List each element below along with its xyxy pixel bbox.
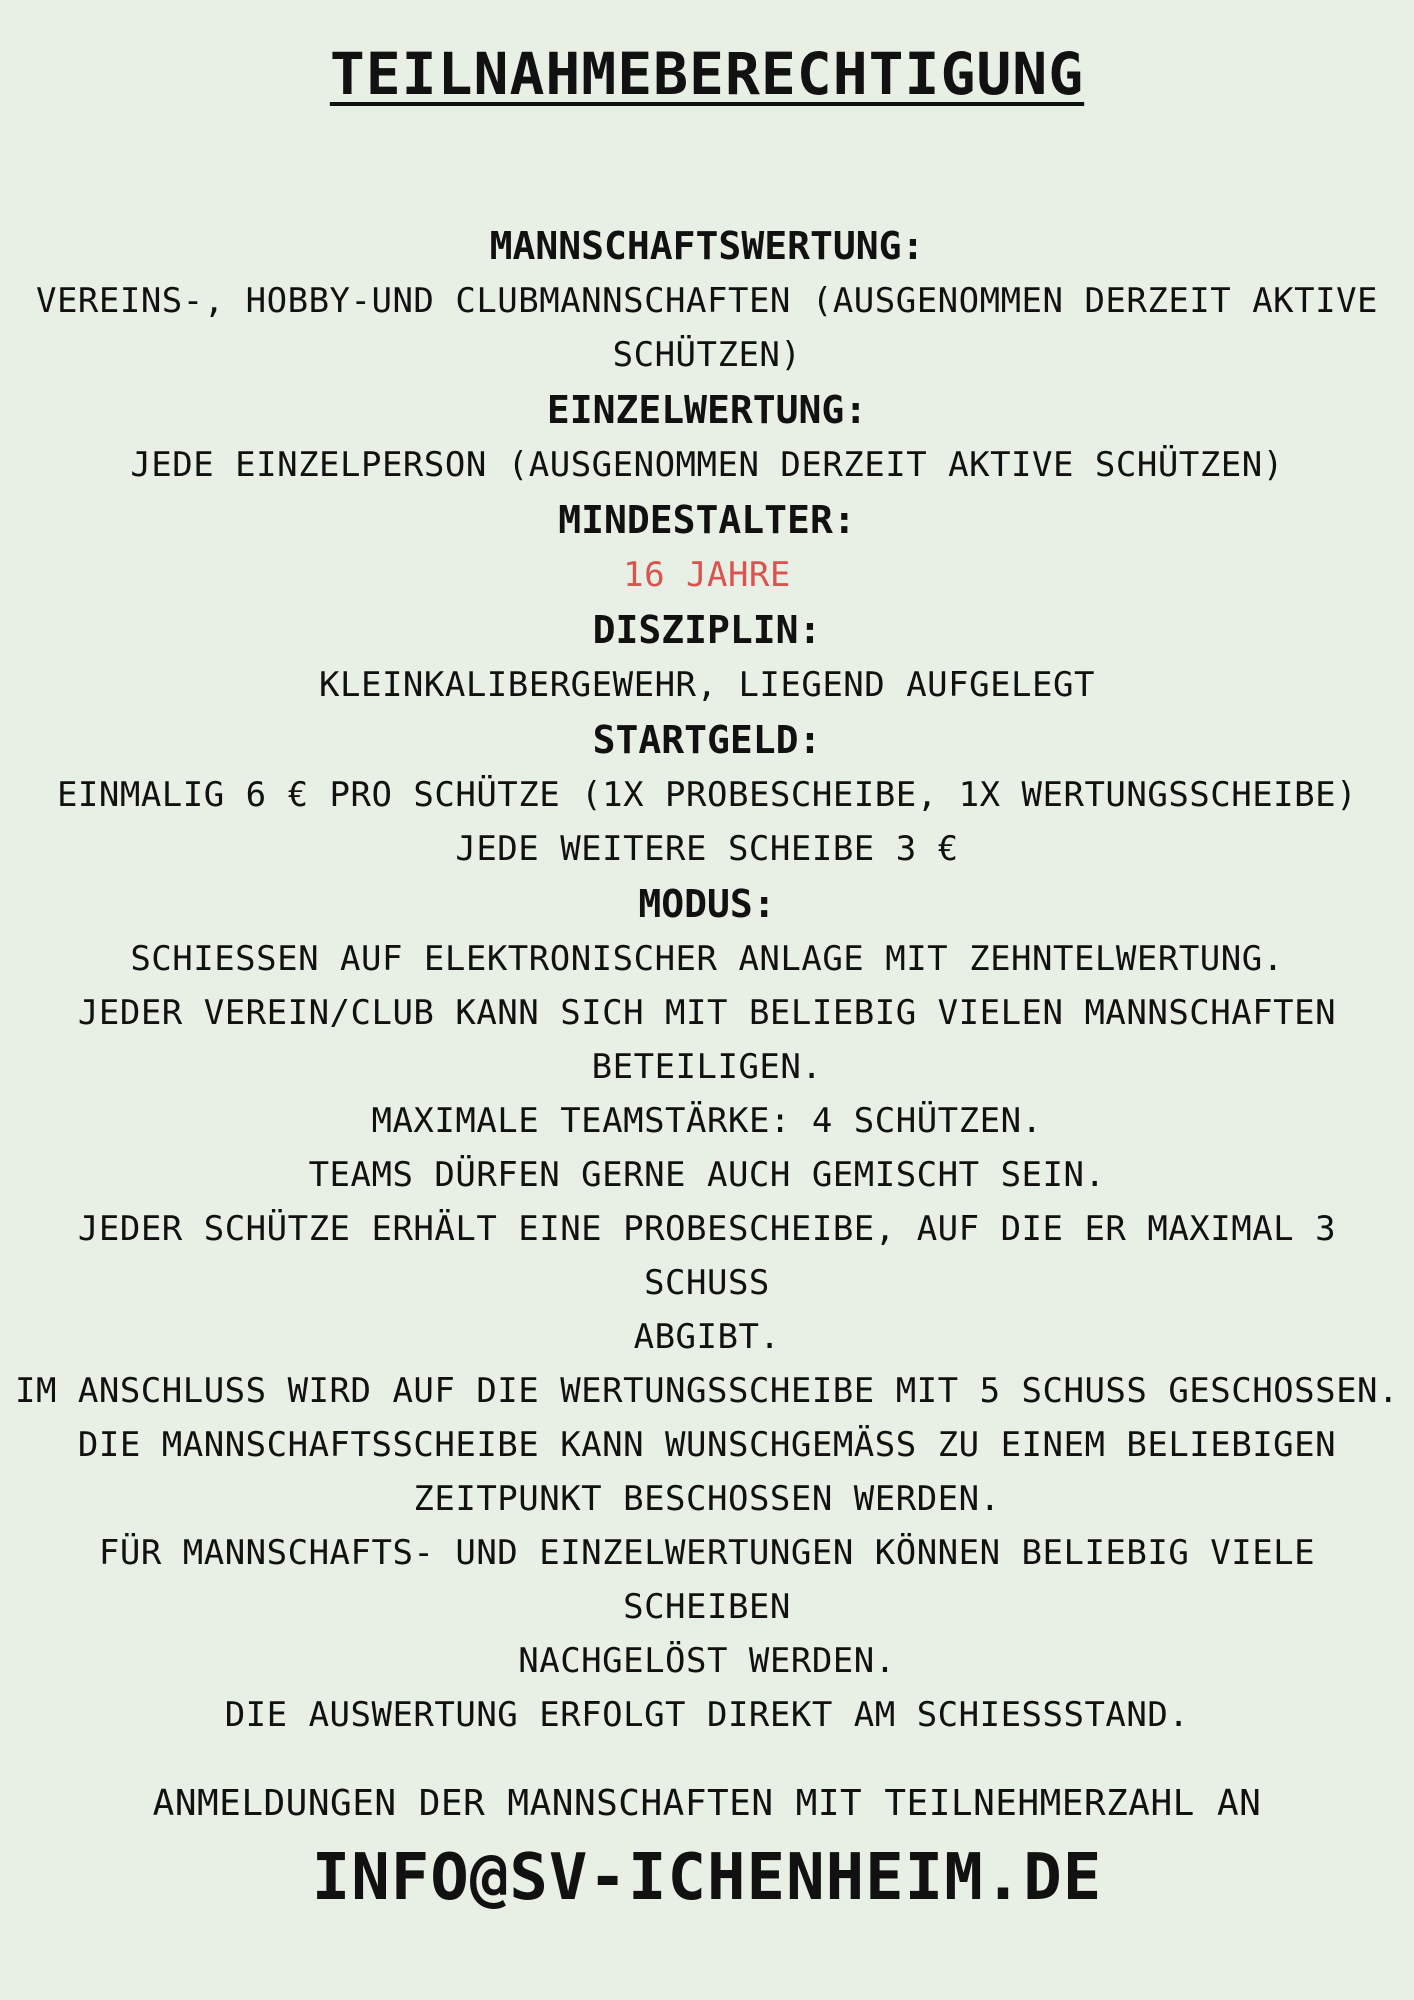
modus-line-12: NACHGELÖST WERDEN. bbox=[518, 1641, 896, 1681]
modus-line-8: IM ANSCHLUSS WIRD AUF DIE WERTUNGSSCHEIBE MIT 5 SCHUSS GESCHOSSEN. bbox=[14, 1371, 1399, 1411]
mannschaft-line-2: SCHÜTZEN) bbox=[612, 335, 802, 375]
heading-mindestalter: MINDESTALTER: bbox=[558, 498, 856, 542]
heading-disziplin: DISZIPLIN: bbox=[592, 608, 822, 652]
modus-line-13: DIE AUSWERTUNG ERFOLGT DIREKT AM SCHIESSSTAND. bbox=[224, 1695, 1190, 1735]
startgeld-line-1: EINMALIG 6 € PRO SCHÜTZE (1X PROBESCHEIBE, 1X WERTUNGSSCHEIBE) bbox=[56, 775, 1358, 815]
heading-mannschaftswertung: MANNSCHAFTSWERTUNG: bbox=[489, 224, 925, 268]
modus-line-9: DIE MANNSCHAFTSSCHEIBE KANN WUNSCHGEMÄSS ZU EINEM BELIEBIGEN bbox=[77, 1425, 1337, 1465]
modus-line-10: ZEITPUNKT BESCHOSSEN WERDEN. bbox=[413, 1479, 1001, 1519]
modus-line-5: TEAMS DÜRFEN GERNE AUCH GEMISCHT SEIN. bbox=[308, 1155, 1106, 1195]
page-title-text: TEILNAHMEBERECHTIGUNG bbox=[329, 40, 1085, 108]
modus-line-4: MAXIMALE TEAMSTÄRKE: 4 SCHÜTZEN. bbox=[371, 1101, 1043, 1141]
modus-line-6: JEDER SCHÜTZE ERHÄLT EINE PROBESCHEIBE, AUF DIE ER MAXIMAL 3 SCHUSS bbox=[77, 1209, 1337, 1303]
startgeld-line-2: JEDE WEITERE SCHEIBE 3 € bbox=[455, 829, 959, 869]
registration-note: ANMELDUNGEN DER MANNSCHAFTEN MIT TEILNEHMERZAHL AN bbox=[152, 1783, 1262, 1824]
mindestalter-value: 16 JAHRE bbox=[623, 555, 791, 595]
modus-line-7: ABGIBT. bbox=[633, 1317, 781, 1357]
eligibility-content bbox=[0, 218, 1414, 1742]
modus-line-2: JEDER VEREIN/CLUB KANN SICH MIT BELIEBIG VIELEN MANNSCHAFTEN bbox=[77, 993, 1337, 1033]
modus-line-11: FÜR MANNSCHAFTS- UND EINZELWERTUNGEN KÖNNEN BELIEBIG VIELE SCHEIBEN bbox=[98, 1533, 1316, 1627]
modus-line-1: SCHIESSEN AUF ELEKTRONISCHER ANLAGE MIT ZEHNTELWERTUNG. bbox=[130, 939, 1284, 979]
mannschaft-line-1: VEREINS-, HOBBY-UND CLUBMANNSCHAFTEN (AUSGENOMMEN DERZEIT AKTIVE bbox=[35, 281, 1379, 321]
heading-modus: MODUS: bbox=[638, 882, 776, 926]
heading-startgeld: STARTGELD: bbox=[592, 718, 822, 762]
einzel-line-1: JEDE EINZELPERSON (AUSGENOMMEN DERZEIT AKTIVE SCHÜTZEN) bbox=[130, 445, 1284, 485]
disziplin-line-1: KLEINKALIBERGEWEHR, LIEGEND AUFGELEGT bbox=[319, 665, 1095, 705]
heading-einzelwertung: EINZELWERTUNG: bbox=[546, 388, 868, 432]
modus-line-3: BETEILIGEN. bbox=[591, 1047, 823, 1087]
page-title bbox=[0, 38, 1414, 110]
contact-email[interactable]: INFO@SV-ICHENHEIM.DE bbox=[311, 1841, 1103, 1915]
